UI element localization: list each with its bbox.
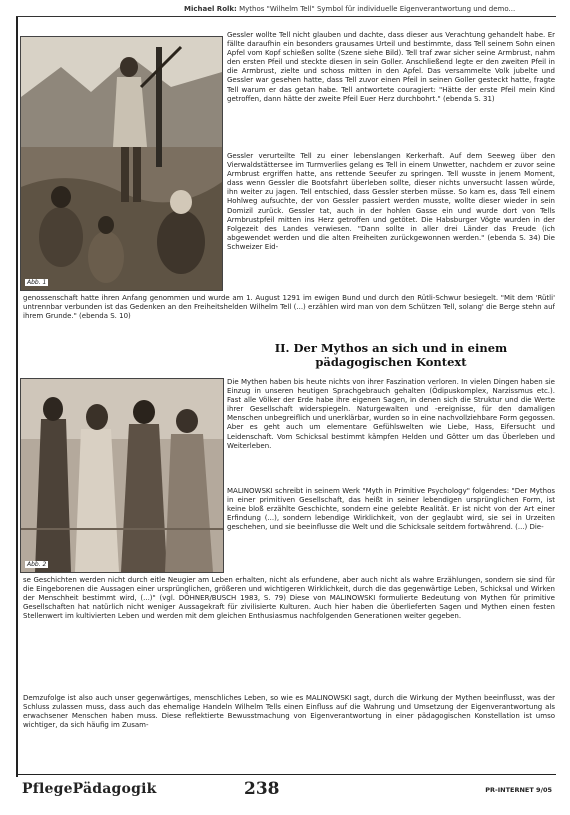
page-number: 238 bbox=[244, 779, 280, 799]
body-paragraph: Demzufolge ist also auch unser gegenwärtiges, menschliches Leben, so wie es MALINOWSKI sagt, durch die Wirkung der Mythen beeinflusst, was der Schluss zulassen muss, dass auch das ehemalige Handeln Wilhelm Tells einen Einfluss auf die Wahrung und Umsetzung der Eigenverantwortung als erwachsener Menschen haben muss. Diese reflektierte Bewusstmachung von Eigenverantwortung in einer pädagogischen Konstellation ist umso wichtiger, da sich häufig im Zusam- bbox=[23, 694, 555, 730]
figure-1-caption: Abb. 1 bbox=[27, 279, 47, 286]
figure-2-illustration bbox=[21, 379, 223, 572]
body-paragraph: genossenschaft hatte ihren Anfang genommen und wurde am 1. August 1291 im ewigen Bund und durch den Rütli-Schwur besiegelt. "Mit dem 'Rütli' untrennbar verbunden ist das Gedenken an den Freiheitshelden Wilhelm Tell (...) erzählen wird man von dem Schützen Tell, solang' die Berge stehn auf ihrem Grunde." (ebenda S. 10) bbox=[23, 294, 555, 321]
journal-title: PflegePädagogik bbox=[22, 781, 157, 797]
section-heading: II. Der Mythos an sich und in einem pädagogischen Kontext bbox=[274, 341, 508, 369]
header-author: Michael Rolk: bbox=[184, 5, 237, 13]
figure-2-caption: Abb. 2 bbox=[27, 561, 47, 568]
running-header-text bbox=[184, 5, 515, 13]
left-margin-rule bbox=[16, 17, 18, 777]
footer-rule bbox=[16, 774, 556, 775]
figure-2-painting bbox=[20, 378, 224, 573]
body-paragraph: MALINOWSKI schreibt in seinem Werk "Myth in Primitive Psychology" folgendes: "Der Mythos in einer primitiven Gesellschaft, das heißt in seiner lebendigen ursprünglichen Form, ist keine bloß erzählte Geschichte, sondern eine gelebte Realität. Er ist nicht von der Art einer Erfindung (...), sondern lebendige Wirklichkeit, von der geglaubt wird, sie sei in Urzeiten geschehen, und sie beeinflusse die Welt und die Schicksale seitdem fortwährend. (...) Die- bbox=[227, 487, 555, 532]
body-paragraph: Gessler verurteilte Tell zu einer lebenslangen Kerkerhaft. Auf dem Seeweg über den Vierwaldstättersee im Turmverlies gelang es Tell in einem Unwetter, nachdem er zuvor seine Armbrust ergriffen hatte, ans rettende Seeufer zu springen. Tell wusste in jenem Moment, dass wenn Gessler die Bootsfahrt überleben sollte, dieser nichts unversucht lassen würde, ihn weiter zu jagen. Tell entschied, dass Gessler sterben müsse. So kam es, dass Tell einem Hohlweg aufsuchte, der von Gessler passiert werden musste, wollte dieser wieder in sein Domizil zurück. Gessler tat, auch in der hohlen Gasse ein und wurde dort von Tells Armbrustpfeil mitten ins Herz getroffen und getötet. Die Habsburger Vögte wurden in der Folgezeit des Landes verwiesen. "Dann sollte in aller drei Länder das Freude (ich abgewendet werden und die alten Freiheiten zurückgewonnen werden." (ebenda S. 34) Die Schweizer Eid- bbox=[227, 152, 555, 251]
running-header bbox=[16, 4, 556, 17]
body-paragraph: Die Mythen haben bis heute nichts von ihrer Faszination verloren. In vielen Dingen haben sie Einzug in unseren heutigen Sprachgebrauch gehalten (Ödipuskomplex, Narzissmus etc.). Fast alle Völker der Erde habe ihre eigenen Sagen, in denen sich die Struktur und die Werte ihrer Gesellschaft widerspiegeln. Naturgewalten und -ereignisse, für den damaligen Menschen unbegreiflich und unerklärbar, wurden so in eine nachvollziehbare Form gegossen. Aber es geht auch um elementare Gefühlswelten wie Liebe, Hass, Eifersucht und Leidenschaft. Vom Schicksal bestimmt kämpfen Helden und Götter um das Überleben und Weiterleben. bbox=[227, 378, 555, 450]
header-title: Mythos "Wilhelm Tell" Symbol für individuelle Eigenverantwortung und demo... bbox=[239, 5, 516, 13]
figure-1-painting bbox=[20, 36, 223, 291]
figure-1-illustration bbox=[21, 37, 222, 290]
body-paragraph: Gessler wollte Tell nicht glauben und dachte, dass dieser aus Verachtung gehandelt habe. Er fällte daraufhin ein besonders grausames Urteil und bestimmte, dass Tell seinem Sohn einen Apfel vom Kopf schießen sollte (Szene siehe Bild). Tell traf zwar sicher seine Armbrust, nahm den ersten Pfeil und steckte diesen in sein Goller. Anschließend legte er den zweiten Pfeil in die Armbrust, zielte und schoss mitten in den Apfel. Das versammelte Volk jubelte und Gessler war gesehen hatte, dass Tell zuvor einen Pfeil in seinen Goller gesteckt hatte, fragte Tell warum er das getan habe. Tell antwortete couragiert: "Hätte der erste Pfeil mein Kind getroffen, dann hätte der zweite Pfeil Euer Herz durchbohrt." (ebenda S. 31) bbox=[227, 31, 555, 103]
issue-label: PR-INTERNET 9/05 bbox=[485, 786, 552, 794]
body-paragraph: se Geschichten werden nicht durch eitle Neugier am Leben erhalten, nicht als erfundene, aber auch nicht als wahre Erzählungen, sondern sie sind für die Eingeborenen die Aussagen einer ursprünglichen, größeren und wichtigeren Wirklichkeit, durch die das gegenwärtige Leben, Schicksal und Wirken der Menschheit bestimmt wird, (...)" (vgl. DÖHNER/BUSCH 1983, S. 79) Diese von MALINOWSKI formulierte Bedeutung von Mythen für primitive Gesellschaften hat natürlich nicht weniger Aussagekraft für zivilisierte Kulturen. Auch hier haben die überlieferten Sagen und Mythen einen festen Stellenwert im kultivierten Leben und werden mit dem gleichen Enthusiasmus nachfolgenden Generationen weiter gegeben. bbox=[23, 576, 555, 621]
